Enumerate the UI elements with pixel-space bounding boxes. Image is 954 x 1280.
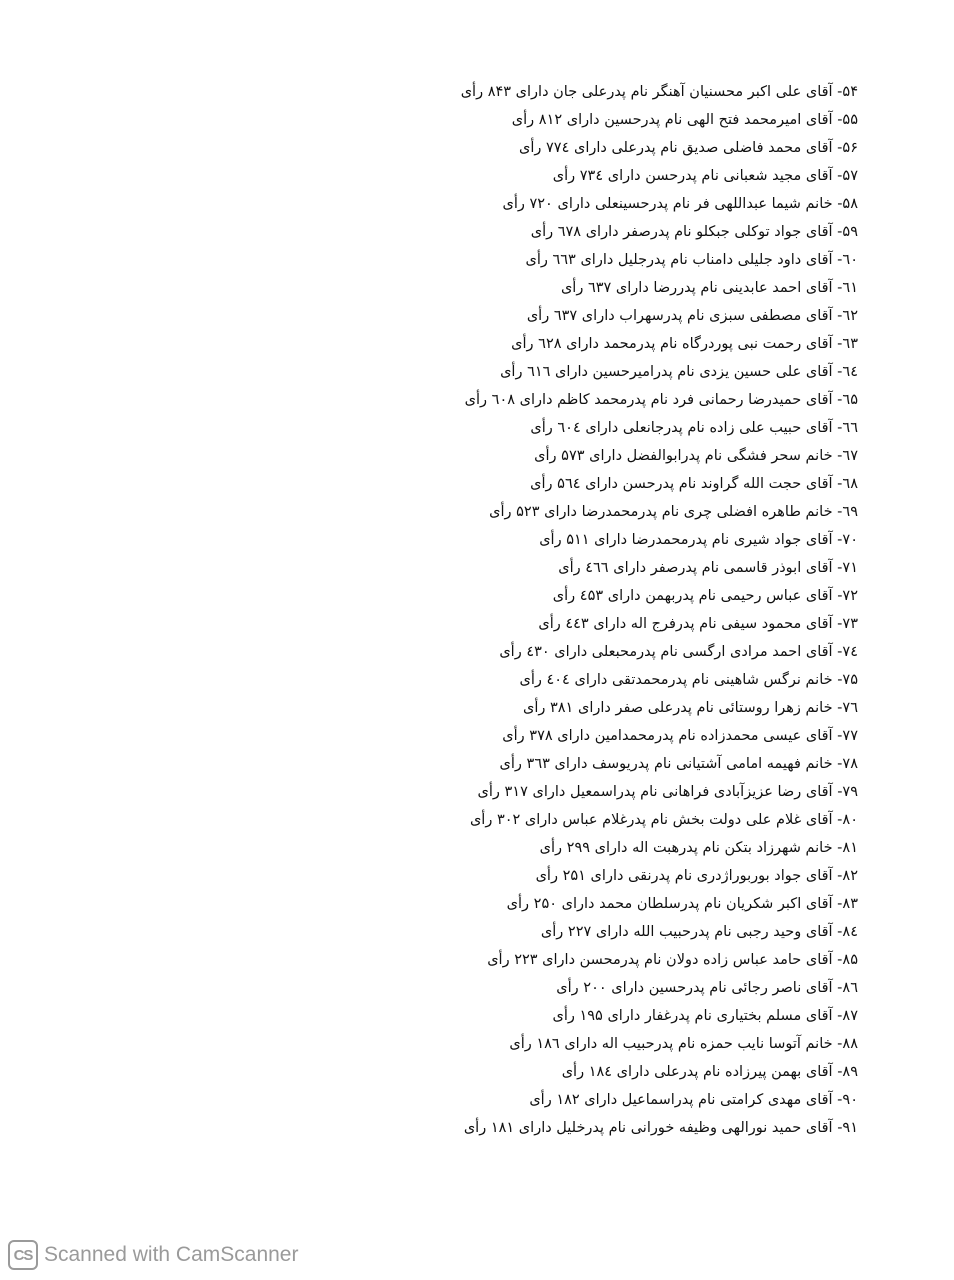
candidate-entry bbox=[338, 162, 858, 190]
candidate-entry-text: ٦٦- آقای حبیب علی زاده نام پدرجانعلی دارای ٦۰٤ رأی bbox=[530, 420, 858, 436]
camscanner-logo-icon: CS bbox=[8, 1240, 38, 1270]
candidate-entry-text: ٦٤- آقای علی حسین یزدی نام پدرامیرحسین دارای ٦۱٦ رأی bbox=[500, 364, 858, 380]
candidate-entry bbox=[338, 666, 858, 694]
candidate-entry bbox=[338, 946, 858, 974]
candidate-entry bbox=[338, 778, 858, 806]
candidate-entry bbox=[338, 918, 858, 946]
candidate-entry bbox=[338, 694, 858, 722]
candidate-vote-list bbox=[338, 78, 858, 1142]
candidate-entry bbox=[338, 834, 858, 862]
candidate-entry-text: ٦۹- خانم طاهره افضلی چری نام پدرمحمدرضا دارای ۵۲۳ رأی bbox=[489, 504, 858, 520]
candidate-entry bbox=[338, 414, 858, 442]
candidate-entry bbox=[338, 862, 858, 890]
candidate-entry bbox=[338, 806, 858, 834]
candidate-entry-text: ۸۲- آقای جواد بوربوراژدری نام پدرنقی دارای ۲۵۱ رأی bbox=[535, 868, 858, 884]
candidate-entry-text: ٦۰- آقای داود جلیلی دامناب نام پدرجلیل دارای ٦٦۳ رأی bbox=[525, 252, 858, 268]
candidate-entry-text: ۵۴- آقای علی اکبر محسنیان آهنگر نام پدرعلی جان دارای ۸۴۳ رأی bbox=[460, 84, 858, 100]
candidate-entry bbox=[338, 722, 858, 750]
candidate-entry bbox=[338, 1114, 858, 1142]
candidate-entry bbox=[338, 610, 858, 638]
candidate-entry bbox=[338, 1086, 858, 1114]
candidate-entry bbox=[338, 134, 858, 162]
candidate-entry-text: ٦۸- آقای حجت الله گراوند نام پدرحسن دارای ۵٦٤ رأی bbox=[530, 476, 858, 492]
candidate-entry bbox=[338, 274, 858, 302]
candidate-entry-text: ۵۹- آقای جواد توکلی جبکلو نام پدرصفر دارای ٦۷۸ رأی bbox=[530, 224, 858, 240]
candidate-entry bbox=[338, 890, 858, 918]
candidate-entry-text: ۸۹- آقای بهمن پیرزاده نام پدرعلی دارای ۱۸٤ رأی bbox=[561, 1064, 858, 1080]
candidate-entry-text: ٦۷- خانم سحر فشگی نام پدرابوالفضل دارای ۵۷۳ رأی bbox=[534, 448, 858, 464]
candidate-entry-text: ۷۲- آقای عباس رحیمی نام پدربهمن دارای ٤۵۳ رأی bbox=[552, 588, 858, 604]
candidate-entry-text: ۸۳- آقای اکبر شکریان نام پدرسلطان محمد دارای ۲۵۰ رأی bbox=[506, 896, 858, 912]
candidate-entry bbox=[338, 750, 858, 778]
watermark-text: Scanned with CamScanner bbox=[44, 1243, 299, 1266]
candidate-entry bbox=[338, 330, 858, 358]
candidate-entry bbox=[338, 386, 858, 414]
candidate-entry bbox=[338, 974, 858, 1002]
candidate-entry-text: ۸۸- خانم آتوسا نایب حمزه نام پدرحبیب اله دارای ۱۸٦ رأی bbox=[509, 1036, 858, 1052]
candidate-entry-text: ۹۱- آقای حمید نورالهی وظیفه خورانی نام پدرخلیل دارای ۱۸۱ رأی bbox=[463, 1120, 858, 1136]
candidate-entry-text: ۸۵- آقای حامد عباس زاده دولان نام پدرمحسن دارای ۲۲۳ رأی bbox=[487, 952, 858, 968]
candidate-entry bbox=[338, 302, 858, 330]
candidate-entry-text: ٦۳- آقای رحمت نبی پوردرگاه نام پدرمحمد دارای ٦۲۸ رأی bbox=[511, 336, 858, 352]
candidate-entry bbox=[338, 442, 858, 470]
candidate-entry bbox=[338, 498, 858, 526]
candidate-entry-text: ۸٦- آقای ناصر رجائی نام پدرحسین دارای ۲۰۰ رأی bbox=[556, 980, 858, 996]
candidate-entry-text: ۵۶- آقای محمد فاضلی صدیق نام پدرعلی دارای ۷۷٤ رأی bbox=[519, 140, 858, 156]
candidate-entry bbox=[338, 1058, 858, 1086]
candidate-entry-text: ٦۲- آقای مصطفی سبزی نام پدرسهراب دارای ٦۳۷ رأی bbox=[526, 308, 858, 324]
candidate-entry bbox=[338, 1030, 858, 1058]
candidate-entry-text: ۷۹- آقای رضا عزیزآبادی فراهانی نام پدراسمعیل دارای ۳۱۷ رأی bbox=[477, 784, 858, 800]
candidate-entry-text: ۸۷- آقای مسلم بختیاری نام پدرغفار دارای ۱۹۵ رأی bbox=[552, 1008, 858, 1024]
candidate-entry bbox=[338, 190, 858, 218]
candidate-entry-text: ۸۰- آقای غلام علی دولت بخش نام پدرغلام عباس دارای ۳۰۲ رأی bbox=[469, 812, 858, 828]
candidate-entry-text: ۷٦- خانم زهرا روستائی نام پدرعلی صفر دارای ۳۸۱ رأی bbox=[522, 700, 858, 716]
candidate-entry-text: ۵۵- آقای امیرمحمد فتح الهی نام پدرحسین دارای ۸۱۲ رأی bbox=[511, 112, 858, 128]
candidate-entry-text: ٦۵- آقای حمیدرضا رحمانی فرد نام پدرمحمد کاظم دارای ٦۰۸ رأی bbox=[464, 392, 858, 408]
candidate-entry-text: ۸٤- آقای وحید رجبی نام پدرحبیب الله دارای ۲۲۷ رأی bbox=[540, 924, 858, 940]
candidate-entry-text: ۵۷- آقای مجید شعبانی نام پدرحسن دارای ۷۳٤ رأی bbox=[552, 168, 858, 184]
candidate-entry bbox=[338, 78, 858, 106]
candidate-entry-text: ۹۰- آقای مهدی کرامتی نام پدراسماعیل دارای ۱۸۲ رأی bbox=[529, 1092, 858, 1108]
candidate-entry-text: ٦۱- آقای احمد عابدینی نام پدررضا دارای ٦۳۷ رأی bbox=[560, 280, 858, 296]
candidate-entry bbox=[338, 470, 858, 498]
candidate-entry bbox=[338, 358, 858, 386]
candidate-entry bbox=[338, 1002, 858, 1030]
candidate-entry bbox=[338, 582, 858, 610]
camscanner-watermark bbox=[8, 1240, 298, 1270]
candidate-entry-text: ۵۸- خانم شیما عبداللهی فر نام پدرحسینعلی دارای ۷۲۰ رأی bbox=[502, 196, 858, 212]
candidate-entry-text: ۷۳- آقای محمود سیفی نام پدرفرج اله دارای ٤٤۳ رأی bbox=[538, 616, 858, 632]
candidate-entry-text: ۷۸- خانم فهیمه امامی آشتیانی نام پدریوسف دارای ۳٦۳ رأی bbox=[499, 756, 858, 772]
candidate-entry bbox=[338, 638, 858, 666]
candidate-entry-text: ۷۷- آقای عیسی محمدزاده نام پدرمحمدامین دارای ۳۷۸ رأی bbox=[502, 728, 858, 744]
candidate-entry bbox=[338, 554, 858, 582]
candidate-entry bbox=[338, 106, 858, 134]
candidate-entry bbox=[338, 526, 858, 554]
candidate-entry bbox=[338, 218, 858, 246]
candidate-entry-text: ۷۵- خانم نرگس شاهینی نام پدرمحمدتقی دارای ٤۰٤ رأی bbox=[519, 672, 858, 688]
candidate-entry-text: ۷٤- آقای احمد مرادی ارگسی نام پدرمحبعلی دارای ٤۳۰ رأی bbox=[499, 644, 858, 660]
candidate-entry-text: ۷۰- آقای جواد شیری نام پدرمحمدرضا دارای ۵۱۱ رأی bbox=[539, 532, 858, 548]
candidate-entry-text: ۷۱- آقای ابوذر قاسمی نام پدرصفر دارای ٤٦٦ رأی bbox=[558, 560, 858, 576]
candidate-entry-text: ۸۱- خانم شهرزاد بتکن نام پدرهبت اله دارای ۲۹۹ رأی bbox=[539, 840, 858, 856]
candidate-entry bbox=[338, 246, 858, 274]
